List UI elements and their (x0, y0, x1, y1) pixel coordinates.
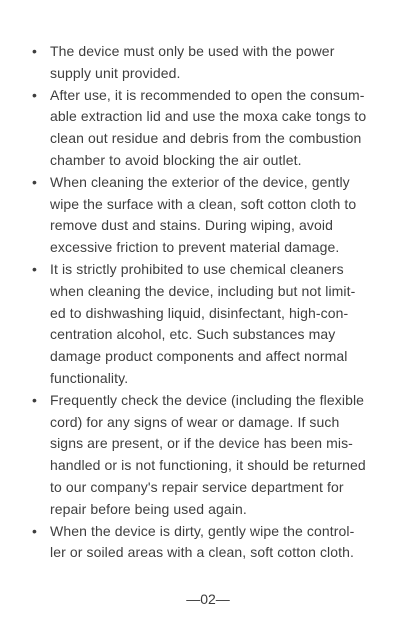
text-line: ed to dishwashing liquid, disinfectant, high-con- (50, 304, 349, 321)
text-line: clean out residue and debris from the combustion (50, 130, 362, 147)
text-line: repair before being used again. (50, 500, 247, 517)
bullet-item-exterior-cleaning (32, 172, 378, 259)
text-line: able extraction lid and use the moxa cake tongs to (50, 108, 367, 125)
bullet-dot-icon: • (32, 86, 37, 103)
bullet-text (50, 41, 378, 85)
bullet-dot-icon: • (32, 391, 37, 408)
text-line: It is strictly prohibited to use chemical cleaners (50, 260, 344, 277)
text-line: handled or is not functioning, it should be returned (50, 457, 366, 474)
bullet-item-controller-cleaning (32, 521, 378, 565)
bullet-dot-icon: • (32, 260, 37, 277)
bullet-item-damage-check (32, 390, 378, 521)
text-line: Frequently check the device (including the flexible (50, 391, 365, 408)
text-line: After use, it is recommended to open the consum- (50, 86, 365, 103)
text-line: cord) for any signs of wear or damage. If such (50, 413, 340, 430)
bullet-dot-icon: • (32, 173, 37, 190)
bullet-text (50, 85, 378, 172)
text-line: excessive friction to prevent material damage. (50, 239, 340, 256)
text-line: functionality. (50, 369, 129, 386)
bullet-text (50, 521, 378, 565)
text-line: remove dust and stains. During wiping, avoid (50, 217, 333, 234)
text-line: supply unit provided. (50, 64, 181, 81)
text-line: wipe the surface with a clean, soft cotton cloth to (50, 195, 357, 212)
text-line: to our company's repair service department for (50, 478, 344, 495)
text-line: when cleaning the device, including but not limit- (50, 282, 356, 299)
bullet-dot-icon: • (32, 43, 37, 59)
bullet-item-chemical-warning (32, 259, 378, 390)
text-line: When cleaning the exterior of the device, gently (50, 173, 350, 190)
bullet-text (50, 390, 378, 521)
text-line: signs are present, or if the device has been mis- (50, 435, 353, 452)
bullet-text (50, 172, 378, 259)
bullet-item-power-supply (32, 41, 378, 85)
text-line: When the device is dirty, gently wipe the control- (50, 522, 355, 539)
page-number: —02— (186, 591, 230, 607)
text-line: centration alcohol, etc. Such substances may (50, 326, 336, 343)
text-line: The device must only be used with the power (50, 43, 335, 59)
text-line: damage product components and affect normal (50, 348, 348, 365)
bullet-text (50, 259, 378, 390)
bullet-dot-icon: • (32, 522, 37, 539)
text-line: chamber to avoid blocking the air outlet. (50, 151, 302, 168)
bullet-list (32, 41, 378, 564)
bullet-item-cleaning-chamber (32, 85, 378, 172)
text-line: ler or soiled areas with a clean, soft cotton cloth. (50, 544, 355, 561)
